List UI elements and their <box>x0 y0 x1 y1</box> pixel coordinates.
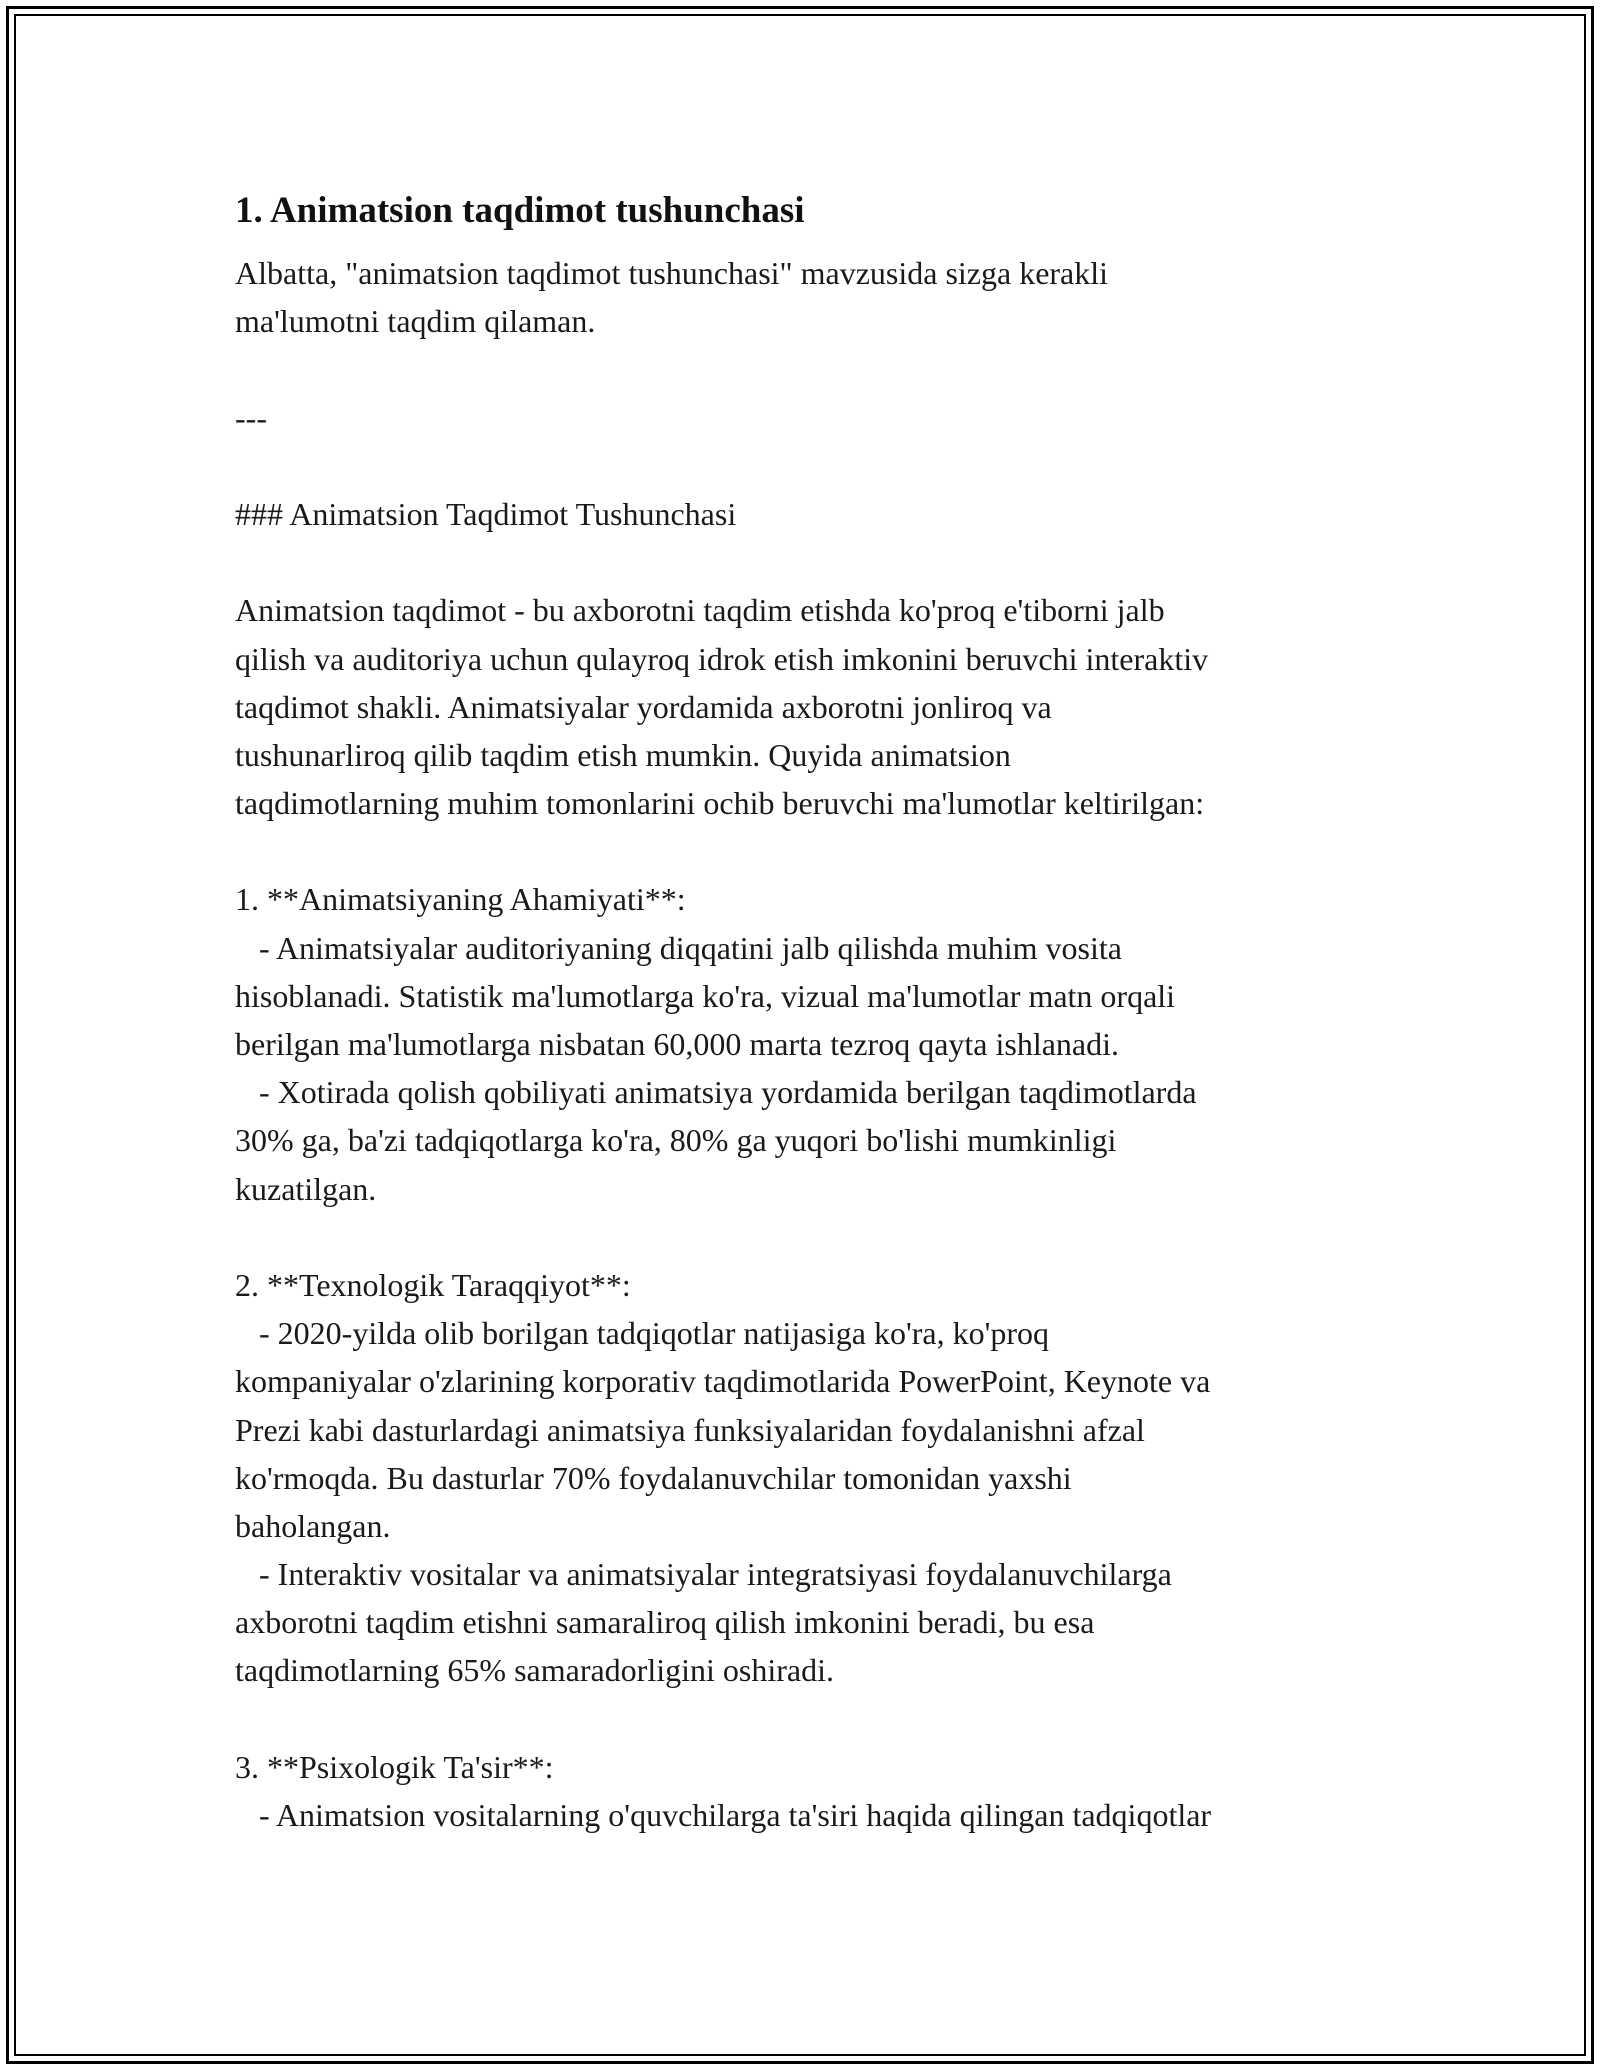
text-line: baholangan. <box>235 1507 391 1544</box>
text-line: 30% ga, ba'zi tadqiqotlarga ko'ra, 80% ga yuqori bo'lishi mumkinligi <box>235 1122 1117 1159</box>
text-line <box>235 1213 1415 1261</box>
text-line: 3. **Psixologik Ta'sir**: <box>235 1748 554 1785</box>
text-line: taqdimotlarning muhim tomonlarini ochib beruvchi ma'lumotlar keltirilgan: <box>235 785 1205 822</box>
text-line: kompaniyalar o'zlarining korporativ taqdimotlarida PowerPoint, Keynote va <box>235 1363 1211 1400</box>
text-line: - 2020-yilda olib borilgan tadqiqotlar natijasiga ko'ra, ko'proq <box>235 1315 1050 1352</box>
text-line: berilgan ma'lumotlarga nisbatan 60,000 marta tezroq qayta ishlanadi. <box>235 1026 1120 1062</box>
text-line: Prezi kabi dasturlardagi animatsiya funksiyalaridan foydalanishni afzal <box>235 1411 1145 1448</box>
text-line <box>235 442 1415 490</box>
text-line: 1. **Animatsiyaning Ahamiyati**: <box>235 881 686 918</box>
text-line: - Animatsiyalar auditoriyaning diqqatini jalb qilishda muhim vosita <box>235 929 1122 966</box>
text-line: hisoblanadi. Statistik ma'lumotlarga ko'ra, vizual ma'lumotlar matn orqali <box>235 977 1176 1014</box>
text-line <box>235 538 1415 586</box>
text-line: ko'rmoqda. Bu dasturlar 70% foydalanuvchilar tomonidan yaxshi <box>235 1459 1072 1496</box>
text-line: tushunarliroq qilib taqdim etish mumkin. Quyida animatsion <box>235 736 1011 773</box>
text-line <box>235 827 1415 875</box>
text-line <box>235 1695 1415 1743</box>
text-line: taqdimot shakli. Animatsiyalar yordamida axborotni jonliroq va <box>235 688 1052 725</box>
paragraph-lines <box>235 249 1415 1839</box>
text-line: - Interaktiv vositalar va animatsiyalar integratsiyasi foydalanuvchilarga <box>235 1556 1172 1593</box>
text-line: ### Animatsion Taqdimot Tushunchasi <box>235 495 737 532</box>
text-line: - Xotirada qolish qobiliyati animatsiya yordamida berilgan taqdimotlarda <box>235 1074 1197 1111</box>
text-line: - Animatsion vositalarning o'quvchilarga ta'siri haqida qilingan tadqiqotlar <box>235 1797 1212 1833</box>
text-line: qilish va auditoriya uchun qulayroq idrok etish imkonini beruvchi interaktiv <box>235 640 1209 677</box>
text-line: Animatsion taqdimot - bu axborotni taqdim etishda ko'proq e'tiborni jalb <box>235 592 1165 629</box>
text-line: Albatta, "animatsion taqdimot tushunchasi" mavzusida sizga kerakli <box>235 255 1109 291</box>
text-line: 2. **Texnologik Taraqqiyot**: <box>235 1266 631 1303</box>
section-heading: 1. Animatsion taqdimot tushunchasi <box>235 190 805 231</box>
text-line: taqdimotlarning 65% samaradorligini oshiradi. <box>235 1652 834 1689</box>
text-line: --- <box>235 399 267 436</box>
document-body <box>235 185 1415 1839</box>
text-line: ma'lumotni taqdim qilaman. <box>235 303 596 340</box>
text-line: axborotni taqdim etishni samaraliroq qilish imkonini beradi, bu esa <box>235 1604 1095 1641</box>
text-line: kuzatilgan. <box>235 1170 377 1207</box>
text-line <box>235 345 1415 393</box>
